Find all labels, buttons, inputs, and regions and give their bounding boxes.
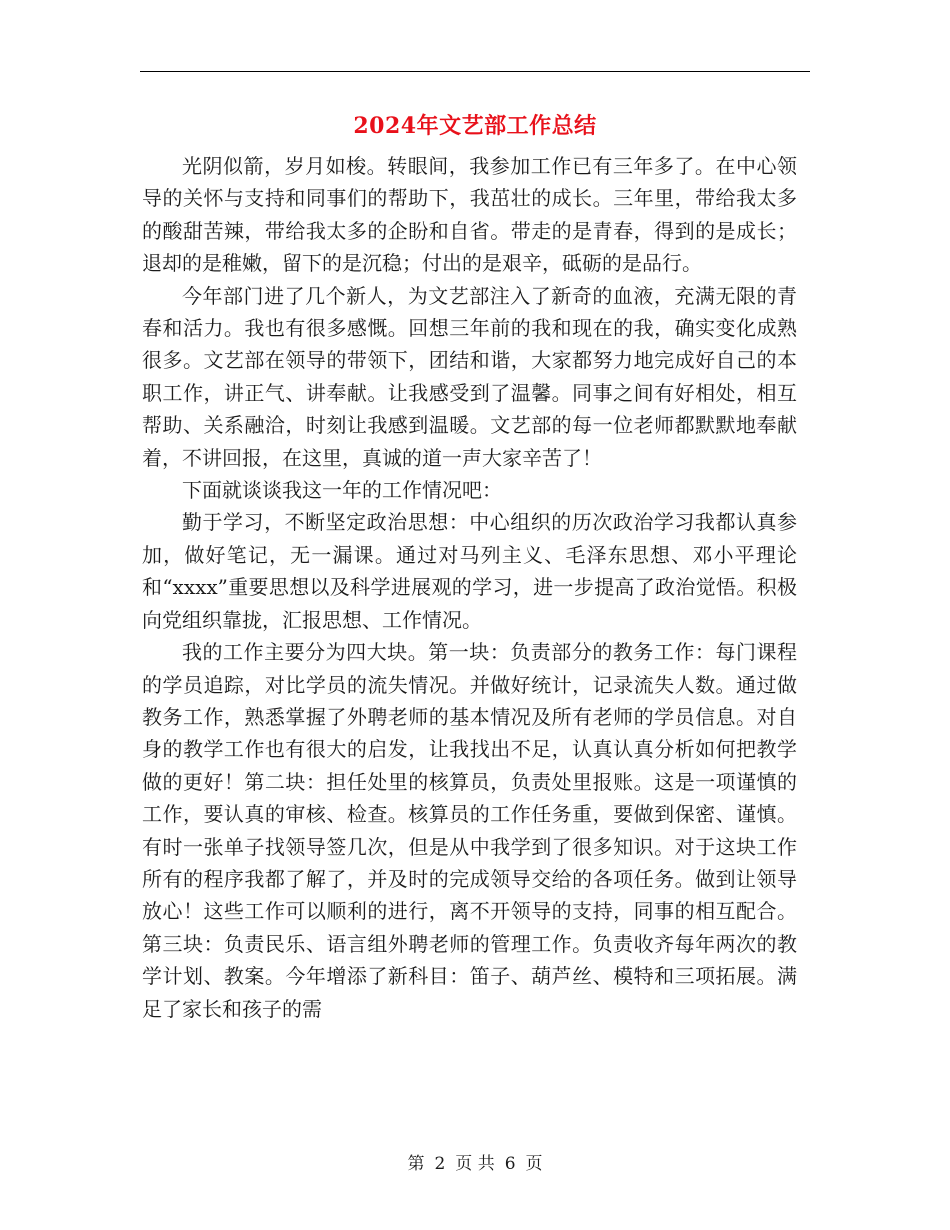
page-label-mid: 页 共: [455, 1154, 495, 1174]
header-rule: [140, 71, 810, 72]
page-label-suffix: 页: [525, 1154, 543, 1174]
document-title: 2024年文艺部工作总结: [353, 113, 597, 139]
document-body: [142, 150, 797, 1025]
paragraph: 下面就谈谈我这一年的工作情况吧：: [182, 478, 502, 503]
page-number: 2: [434, 1154, 446, 1174]
paragraph: 勤于学习，不断坚定政治思想：中心组织的历次政治学习我都认真参加，做好笔记，无一漏课。通过对马列主义、毛泽东思想、邓小平理论和“xxxx”重要思想以及科学进展观的学习，进一步提高了政治觉悟。积极向党组织靠拢，汇报思想、工作情况。: [142, 510, 797, 632]
paragraph: 光阴似箭，岁月如梭。转眼间，我参加工作已有三年多了。在中心领导的关怀与支持和同事们的帮助下，我茁壮的成长。三年里，带给我太多的酸甜苦辣，带给我太多的企盼和自省。带走的是青春，得到的是成长；退却的是稚嫩，留下的是沉稳；付出的是艰辛，砥砺的是品行。: [142, 154, 797, 276]
paragraph: 我的工作主要分为四大块。第一块：负责部分的教务工作：每门课程的学员追踪，对比学员的流失情况。并做好统计，记录流失人数。通过做教务工作，熟悉掌握了外聘老师的基本情况及所有老师的学员信息。对自身的教学工作也有很大的启发，让我找出不足，认真认真分析如何把教学做的更好！第二块：担任处里的核算员，负责处里报账。这是一项谨慎的工作，要认真的审核、检查。核算员的工作任务重，要做到保密、谨慎。有时一张单子找领导签几次，但是从中我学到了很多知识。对于这块工作所有的程序我都了解了，并及时的完成领导交给的各项任务。做到让领导放心！这些工作可以顺利的进行，离不开领导的支持，同事的相互配合。第三块：负责民乐、语言组外聘老师的管理工作。负责收齐每年两次的教学计划、教案。今年增添了新科目：笛子、葫芦丝、模特和三项拓展。满足了家长和孩子的需: [142, 640, 797, 1021]
page-label-prefix: 第: [407, 1154, 425, 1174]
paragraph: 今年部门进了几个新人，为文艺部注入了新奇的血液，充满无限的青春和活力。我也有很多感慨。回想三年前的我和现在的我，确实变化成熟很多。文艺部在领导的带领下，团结和谐，大家都努力地完成好自己的本职工作，讲正气、讲奉献。让我感受到了温馨。同事之间有好相处，相互帮助、关系融洽，时刻让我感到温暖。文艺部的每一位老师都默默地奉献着，不讲回报，在这里，真诚的道一声大家辛苦了！: [142, 283, 797, 470]
page-footer: [140, 1152, 810, 1176]
total-pages: 6: [504, 1154, 516, 1174]
